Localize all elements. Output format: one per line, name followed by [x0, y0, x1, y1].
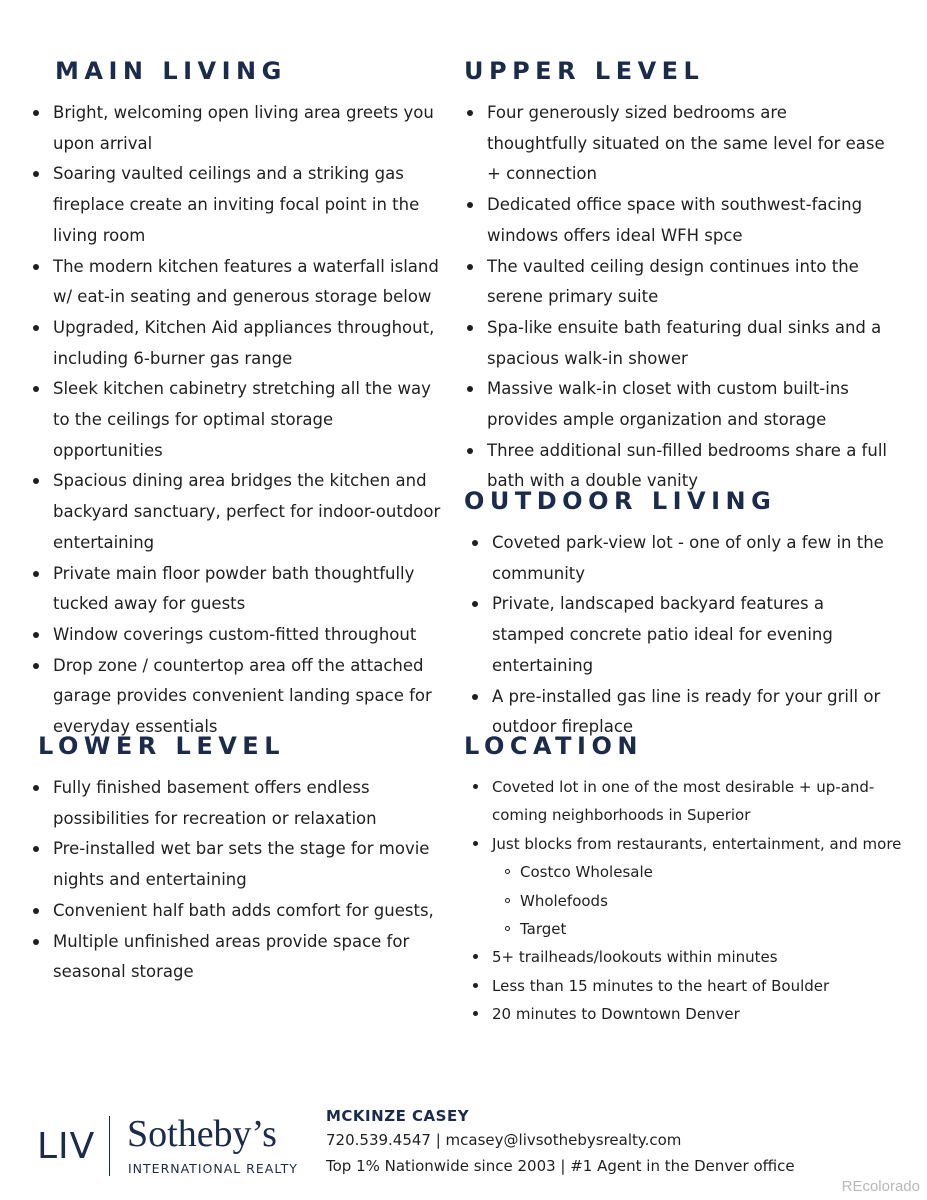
list-item: Dedicated office space with southwest-facing windows offers ideal WFH spce — [467, 190, 887, 251]
list-item: Costco Wholesale — [492, 858, 903, 886]
list-item: Pre-installed wet bar sets the stage for movie nights and entertaining — [33, 834, 443, 895]
main-living-list — [33, 98, 443, 743]
agent-contact-line: 720.539.4547 | mcasey@livsothebysrealty.com — [326, 1131, 682, 1149]
list-item: Drop zone / countertop area off the attached garage provides convenient landing space for everyday essentials — [33, 651, 443, 743]
list-item: Sleek kitchen cabinetry stretching all the way to the ceilings for optimal storage opportunities — [33, 374, 443, 466]
lower-level-heading: LOWER LEVEL — [38, 732, 285, 760]
list-item — [473, 830, 903, 944]
list-item: A pre-installed gas line is ready for your grill or outdoor fireplace — [472, 682, 892, 743]
list-item: 5+ trailheads/lookouts within minutes — [473, 943, 903, 971]
list-item: Window coverings custom-fitted throughout — [33, 620, 443, 651]
agent-contact-block — [326, 1105, 826, 1179]
list-item: Four generously sized bedrooms are thoughtfully situated on the same level for ease + connection — [467, 98, 887, 190]
list-item: Fully finished basement offers endless possibilities for recreation or relaxation — [33, 773, 443, 834]
list-item: Private, landscaped backyard features a stamped concrete patio ideal for evening entertaining — [472, 589, 892, 681]
list-item: Spa-like ensuite bath featuring dual sinks and a spacious walk-in shower — [467, 313, 887, 374]
list-item-text: Just blocks from restaurants, entertainment, and more — [492, 834, 902, 853]
list-item: Soaring vaulted ceilings and a striking gas fireplace create an inviting focal point in the living room — [33, 159, 443, 251]
logo-sothebys-text: Sotheby’s — [127, 1113, 277, 1155]
list-item: Target — [492, 915, 903, 943]
logo-divider — [109, 1116, 110, 1176]
list-item: Three additional sun-filled bedrooms share a full bath with a double vanity — [467, 436, 887, 497]
list-item: 20 minutes to Downtown Denver — [473, 1000, 903, 1028]
list-item: Coveted lot in one of the most desirable + up-and-coming neighborhoods in Superior — [473, 773, 903, 830]
logo-liv-text: LIV — [37, 1126, 96, 1167]
list-item: Upgraded, Kitchen Aid appliances throughout, including 6-burner gas range — [33, 313, 443, 374]
main-living-heading: MAIN LIVING — [55, 57, 287, 85]
logo-international-realty-text: INTERNATIONAL REALTY — [128, 1161, 298, 1176]
lower-level-section — [33, 731, 443, 988]
location-list — [473, 773, 903, 1029]
lower-level-list — [33, 773, 443, 988]
mls-watermark: REcolorado — [841, 1178, 920, 1195]
agent-tagline: Top 1% Nationwide since 2003 | #1 Agent in the Denver office — [326, 1157, 795, 1175]
outdoor-living-heading: OUTDOOR LIVING — [464, 487, 777, 515]
location-heading: LOCATION — [464, 732, 643, 760]
list-item: Less than 15 minutes to the heart of Boulder — [473, 972, 903, 1000]
list-item: Coveted park-view lot - one of only a few in the community — [472, 528, 892, 589]
list-item: Convenient half bath adds comfort for guests, — [33, 896, 443, 927]
location-section — [464, 731, 903, 1029]
main-living-section — [33, 56, 443, 743]
outdoor-living-section — [464, 486, 892, 743]
agent-name: MCKINZE CASEY — [326, 1107, 470, 1125]
location-sub-list — [492, 858, 903, 943]
list-item: Bright, welcoming open living area greets you upon arrival — [33, 98, 443, 159]
upper-level-heading: UPPER LEVEL — [464, 57, 705, 85]
list-item: Multiple unfinished areas provide space for seasonal storage — [33, 927, 443, 988]
list-item: Spacious dining area bridges the kitchen and backyard sanctuary, perfect for indoor-outdoor entertaining — [33, 466, 443, 558]
list-item: Wholefoods — [492, 887, 903, 915]
outdoor-living-list — [472, 528, 892, 743]
list-item: The vaulted ceiling design continues into the serene primary suite — [467, 252, 887, 313]
upper-level-section — [464, 56, 887, 497]
upper-level-list — [467, 98, 887, 497]
list-item: Private main floor powder bath thoughtfully tucked away for guests — [33, 559, 443, 620]
list-item: The modern kitchen features a waterfall island w/ eat-in seating and generous storage below — [33, 252, 443, 313]
brokerage-logo — [37, 1112, 312, 1178]
list-item: Massive walk-in closet with custom built-ins provides ample organization and storage — [467, 374, 887, 435]
